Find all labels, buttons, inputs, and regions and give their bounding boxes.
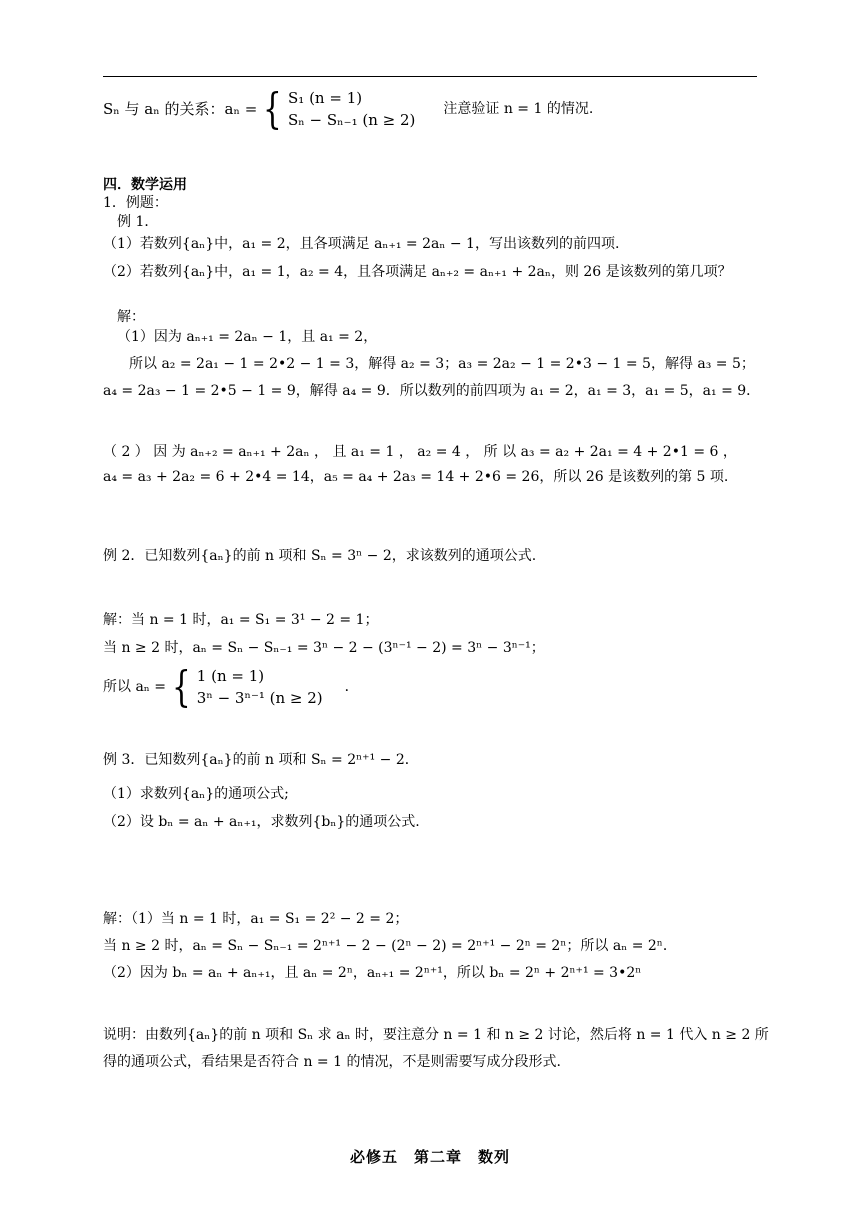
example-1-question-1: （1）若数列{aₙ}中，a₁ = 2，且各项满足 aₙ₊₁ = 2aₙ − 1，写出该数列的前四项. <box>103 236 620 252</box>
example-1-solution-2-line-2: a₄ = a₃ + 2a₂ = 6 + 2•4 = 14，a₅ = a₄ + 2a₃ = 14 + 2•6 = 26，所以 26 是该数列的第 5 项. <box>103 469 729 485</box>
example-1-question-2: （2）若数列{aₙ}中，a₁ = 1，a₂ = 4，且各项满足 aₙ₊₂ = aₙ₊₁ + 2aₙ，则 26 是该数列的第几项？ <box>103 264 732 280</box>
relation-cases <box>288 87 415 131</box>
example-1-solution-2-line-1: （ 2 ） 因 为 aₙ₊₂ = aₙ₊₁ + 2aₙ ， 且 a₁ = 1 ， a₂ = 4 ， 所 以 a₃ = a₂ + 2a₁ = 4 + 2•1 = 6 ， <box>103 444 737 460</box>
example-2-case-2: 3ⁿ − 3ⁿ⁻¹ (n ≥ 2) <box>196 689 323 707</box>
example-2-case-1: 1 (n = 1) <box>196 667 265 685</box>
example-2-question: 例 2．已知数列{aₙ}的前 n 项和 Sₙ = 3ⁿ − 2，求该数列的通项公式. <box>103 548 537 564</box>
example-2-solution-line-3 <box>103 662 359 712</box>
example-2-solution-line-1: 解：当 n = 1 时，a₁ = S₁ = 3¹ − 2 = 1； <box>103 612 379 628</box>
example-1-solution-1-line-3: a₄ = 2a₃ − 1 = 2•5 − 1 = 9，解得 a₄ = 9．所以数列的前四项为 a₁ = 2，a₁ = 3，a₁ = 5，a₁ = 9． <box>103 383 761 399</box>
example-2-solution-line-2: 当 n ≥ 2 时，aₙ = Sₙ − Sₙ₋₁ = 3ⁿ − 2 − (3ⁿ⁻¹ − 2) = 3ⁿ − 3ⁿ⁻¹； <box>103 640 545 656</box>
example-1-title: 例 1． <box>117 214 159 230</box>
header-rule <box>103 76 757 77</box>
example-3-question-2: （2）设 bₙ = aₙ + aₙ₊₁，求数列{bₙ}的通项公式. <box>103 814 420 830</box>
example-3-question-1: （1）求数列{aₙ}的通项公式; <box>103 786 289 802</box>
example-1-solution-1-line-1: （1）因为 aₙ₊₁ = 2aₙ − 1，且 a₁ = 2， <box>117 329 378 345</box>
example-2-cases <box>197 665 323 709</box>
example-2-result-label: 所以 aₙ = <box>103 679 167 695</box>
section-heading: 四．数学运用 <box>103 177 187 193</box>
relation-note: 注意验证 n = 1 的情况. <box>443 101 594 117</box>
relation-label: Sₙ 与 aₙ 的关系：aₙ = <box>103 100 258 118</box>
example-3-question: 例 3．已知数列{aₙ}的前 n 项和 Sₙ = 2ⁿ⁺¹ − 2． <box>103 752 419 768</box>
example-2-brace: { <box>172 662 191 711</box>
example-3-solution-line-3: （2）因为 bₙ = aₙ + aₙ₊₁，且 aₙ = 2ⁿ，aₙ₊₁ = 2ⁿ⁺¹，所以 bₙ = 2ⁿ + 2ⁿ⁺¹ = 3•2ⁿ <box>103 965 642 981</box>
relation-case-2: Sₙ − Sₙ₋₁ (n ≥ 2) <box>288 111 416 129</box>
example-2-end-mark: ． <box>344 679 359 695</box>
relation-case-1: S₁ (n = 1) <box>288 89 363 107</box>
page-footer: 必修五 第二章 数列 <box>349 1148 510 1166</box>
example-1-solution-label: 解： <box>117 309 145 325</box>
example-1-solution-1-line-2: 所以 a₂ = 2a₁ − 1 = 2•2 − 1 = 3，解得 a₂ = 3；a₃ = 2a₂ − 1 = 2•3 − 1 = 5，解得 a₃ = 5； <box>129 356 755 372</box>
example-3-solution-line-2: 当 n ≥ 2 时，aₙ = Sₙ − Sₙ₋₁ = 2ⁿ⁺¹ − 2 − (2ⁿ − 2) = 2ⁿ⁺¹ − 2ⁿ = 2ⁿ；所以 aₙ = 2ⁿ． <box>103 938 677 954</box>
note-line-2: 得的通项公式，看结果是否符合 n = 1 的情况，不是则需要写成分段形式. <box>103 1054 561 1070</box>
note-line-1: 说明：由数列{aₙ}的前 n 项和 Sₙ 求 aₙ 时，要注意分 n = 1 和 n ≥ 2 讨论，然后将 n = 1 代入 n ≥ 2 所 <box>103 1027 769 1043</box>
examples-subheading: 1．例题： <box>103 195 168 211</box>
example-3-solution-line-1: 解：（1）当 n = 1 时，a₁ = S₁ = 2² − 2 = 2； <box>103 911 409 927</box>
relation-brace: { <box>263 84 283 133</box>
sn-an-relation <box>103 84 593 134</box>
